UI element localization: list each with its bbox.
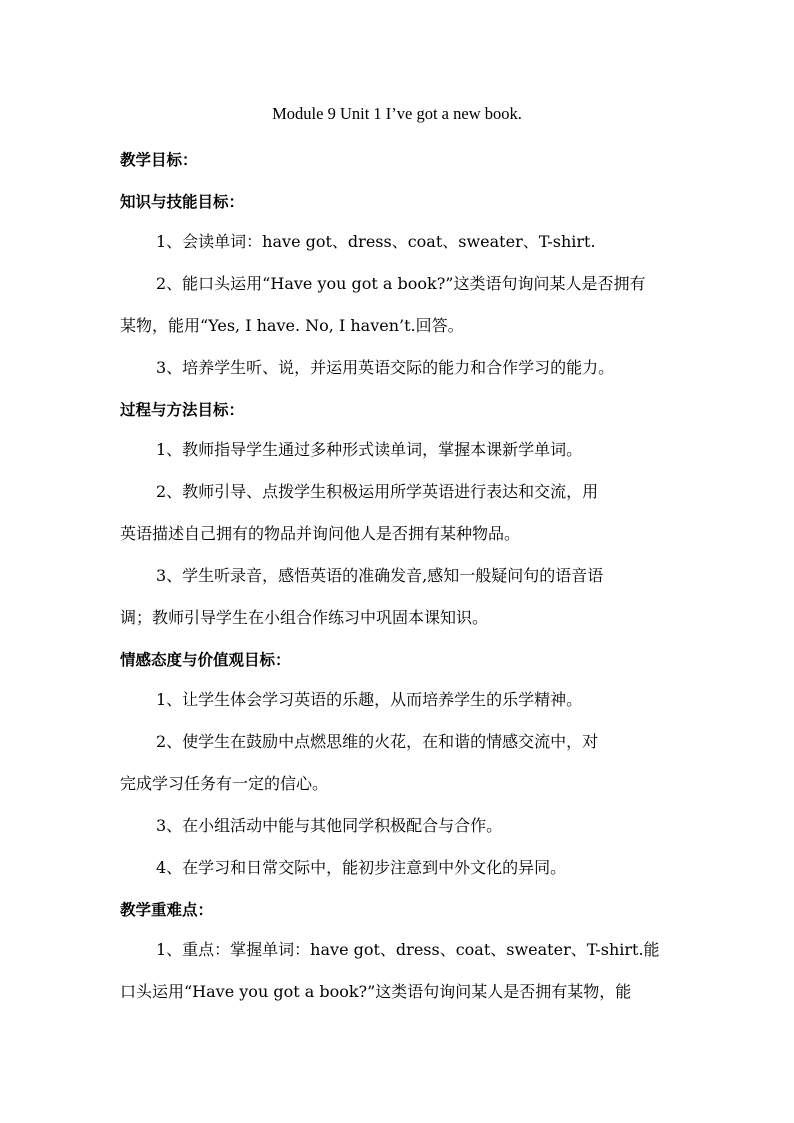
process-item-3-line-1: 3、学生听录音，感悟英语的准确发音,感知一般疑问句的语音语 [156,566,604,585]
process-item-2-line-1: 2、教师引导、点拨学生积极运用所学英语进行表达和交流，用 [156,482,599,501]
heading-key-difficult-points: 教学重难点： [120,901,214,919]
emotion-item-4: 4、在学习和日常交际中，能初步注意到中外文化的异同。 [156,858,567,877]
emotion-item-2-line-1: 2、使学生在鼓励中点燃思维的火花，在和谐的情感交流中，对 [156,732,599,751]
process-item-3-line-2: 调；教师引导学生在小组合作练习中巩固本课知识。 [120,608,489,627]
emotion-item-1: 1、让学生体会学习英语的乐趣，从而培养学生的乐学精神。 [156,690,583,709]
knowledge-item-1: 1、会读单词：have got、dress、coat、sweater、T-shirt. [156,232,596,251]
knowledge-item-3: 3、培养学生听、说，并运用英语交际的能力和合作学习的能力。 [156,358,615,377]
knowledge-item-2-line-1: 2、能口头运用“Have you got a book?”这类语句询问某人是否拥有 [156,274,646,293]
heading-knowledge-skills: 知识与技能目标： [120,193,245,211]
heading-emotion-values: 情感态度与价值观目标： [120,651,291,669]
emotion-item-3: 3、在小组活动中能与其他同学积极配合与合作。 [156,816,503,835]
heading-process-methods: 过程与方法目标： [120,401,245,419]
knowledge-item-2-line-2: 某物，能用“Yes, I have. No, I haven’t.回答。 [120,316,464,335]
process-item-1: 1、教师指导学生通过多种形式读单词，掌握本课新学单词。 [156,440,583,459]
key-point-1-line-1: 1、重点：掌握单词：have got、dress、coat、sweater、T-shirt.能 [156,940,660,959]
heading-teaching-objectives: 教学目标： [120,151,198,169]
process-item-2-line-2: 英语描述自己拥有的物品并询问他人是否拥有某种物品。 [120,524,521,543]
document-title: Module 9 Unit 1 I’ve got a new book. [272,104,522,123]
key-point-1-line-2: 口头运用“Have you got a book?”这类语句询问某人是否拥有某物，能 [120,982,632,1001]
emotion-item-2-line-2: 完成学习任务有一定的信心。 [120,774,329,793]
